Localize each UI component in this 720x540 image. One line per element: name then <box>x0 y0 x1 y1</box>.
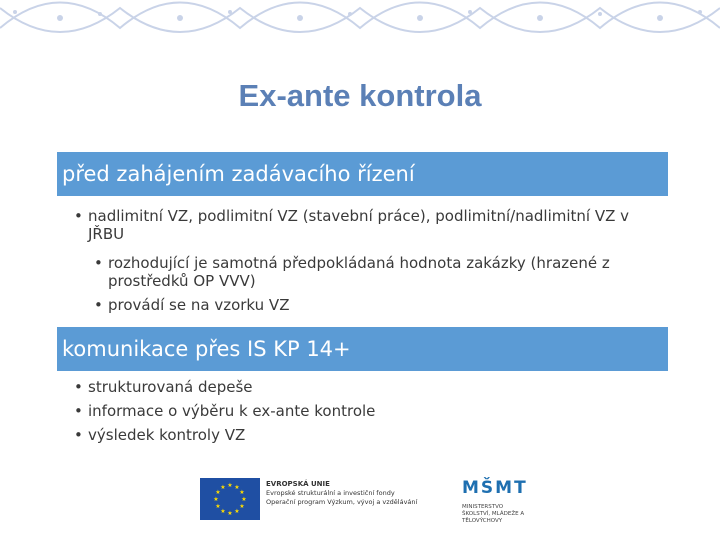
decorative-header-banner <box>0 0 720 36</box>
section-heading-communication: komunikace přes IS KP 14+ <box>57 327 668 371</box>
eu-programme: Operační program Výzkum, vývoj a vzdělávání <box>266 498 418 506</box>
section-heading-before-procurement: před zahájením zadávacího řízení <box>57 152 668 196</box>
list-item: • rozhodující je samotná předpokládaná hodnota zakázky (hrazené z prostředků OP VVV) <box>108 254 658 290</box>
msmt-text: MINISTERSTVO ŠKOLSTVÍ, MLÁDEŽE A TĚLOVÝCHOVY <box>462 504 525 524</box>
msmt-logo <box>462 478 532 522</box>
section1-subbullet-list <box>108 254 658 320</box>
eu-name: EVROPSKÁ UNIE <box>266 480 330 488</box>
svg-text:★: ★ <box>239 503 245 510</box>
eu-flag-icon <box>200 478 260 520</box>
svg-text:★: ★ <box>241 496 247 503</box>
slide-title: Ex-ante kontrola <box>238 78 482 113</box>
svg-text:★: ★ <box>215 503 221 510</box>
list-item: • nadlimitní VZ, podlimitní VZ (stavební práce), podlimitní/nadlimitní VZ v JŘBU <box>88 207 658 243</box>
svg-text:★: ★ <box>213 496 219 503</box>
list-item: • provádí se na vzorku VZ <box>108 296 658 314</box>
svg-text:★: ★ <box>239 489 245 496</box>
svg-text:★: ★ <box>227 510 233 517</box>
section1-bullet-list <box>88 207 658 243</box>
footer-logos <box>200 474 530 524</box>
list-item: • informace o výběru k ex-ante kontrole <box>88 402 648 420</box>
svg-text:★: ★ <box>220 508 226 515</box>
eu-logo-text <box>266 480 436 507</box>
svg-text:★: ★ <box>227 482 233 489</box>
msmt-mark: MŠMT <box>462 478 528 498</box>
svg-text:★: ★ <box>234 508 240 515</box>
list-item: • výsledek kontroly VZ <box>88 426 648 444</box>
svg-text:★: ★ <box>234 484 240 491</box>
eu-funds: Evropské strukturální a investiční fondy <box>266 489 395 497</box>
section2-bullet-list <box>88 378 648 450</box>
svg-text:★: ★ <box>215 489 221 496</box>
list-item: • strukturovaná depeše <box>88 378 648 396</box>
svg-text:★: ★ <box>220 484 226 491</box>
